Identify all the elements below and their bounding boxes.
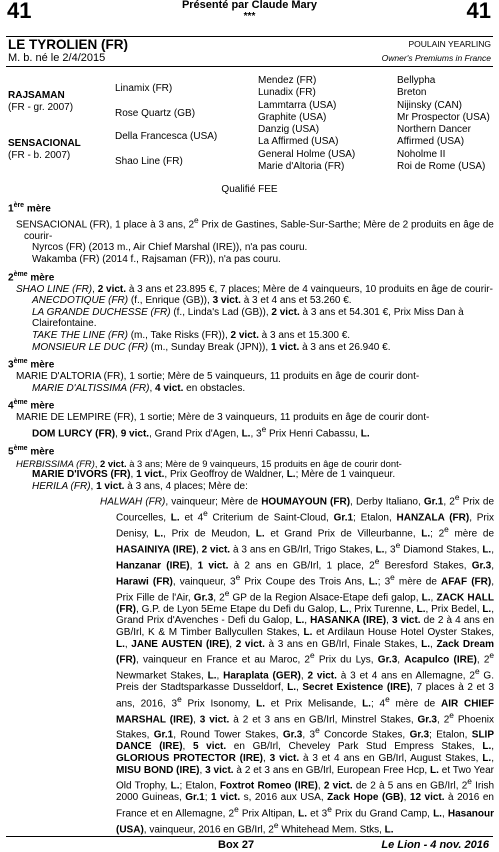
pedigree-g4: Bellypha Breton Nijinsky (CAN) Mr Prospector (USA) Northern Dancer Affirmed (USA) Noholme II Roi de Rome (USA) [397,75,490,173]
qualifie-fee: Qualifié FEE [221,184,278,195]
horse-name: LE TYROLIEN (FR) [8,37,128,52]
sire: RAJSAMAN (FR - gr. 2007) [8,90,74,114]
owner-premiums: Owner's Premiums in France [381,53,491,63]
second-dam: Shao Line (FR) [115,156,183,167]
granddam: Rose Quartz (GB) [115,108,196,119]
stars: *** [243,11,256,22]
presenter: Présenté par Claude Mary [181,0,318,11]
lot-number-left: 41 [7,0,32,23]
lot-number-right: 41 [466,0,491,23]
divider [6,836,493,837]
category: POULAIN YEARLING [408,39,491,49]
dam: SENSACIONAL (FR - b. 2007) [8,138,81,162]
pedigree-g3: Mendez (FR) Lunadix (FR) Lammtarra (USA) Graphite (USA) Danzig (USA) La Affirmed (USA) General Holme (USA) Marie d'Altoria (FR) [258,75,356,173]
family-notes: 1ère mère SENSACIONAL (FR), 1 place à 3 ans, 2e Prix de Gastines, Sable-Sur-Sarthe; Mère de 2 produits en âge de courir- Nyrcos (FR) (2013 m., Air Chief Marshal (IRE)), n'a pas couru. Wakamba (FR) (2014 f., Rajsaman (FR)), n'a pas couru. 2ème mère SHAO LINE (FR), 2 vict. à 3 ans et 23.895 €, 7 places; Mère de 4 vainqueurs, 10 produits en âge de courir- ANECDOTIQUE (FR) (f., Enrique (GB)), 3 vict. à 3 et 4 ans et 53.260 €. LA GRANDE DUCHESSE (FR) (f., Linda's Lad (GB)), 2 vict. à 3 ans et 54.301 €, Prix Miss Dan à Clairefontaine. TAKE THE LINE (FR) (m., Take Risks (FR)), 2 vict. à 3 ans et 15.300 €. MONSIEUR LE DUC (FR) (m., Sunday Break (JPN)), 1 vict. à 3 ans et 26.940 €. 3ème mère MARIE D'ALTORIA (FR), 1 sortie; Mère de 5 vainqueurs, 11 produits en âge de courir dont- MARIE D'ALTISSIMA (FR), 4 vict. en obstacles. 4ème mère MARIE DE LEMPIRE (FR), 1 sortie; Mère de 3 vainqueurs, 11 produits en âge de courir dont- DOM LURCY (FR), 9 vict., Grand Prix d'Agen, L., 3e Prix Henri Cabassu, L. 5ème mère HERBISSIMA (FR), 2 vict. à 3 ans; Mère de 9 vainqueurs, 15 produits en âge de courir dont- MARIE D'IVORS (FR), 1 vict., Prix Geoffroy de Waldner, L.; Mère de 1 vainqueur. HERILA (FR), 1 vict. à 3 ans, 4 places; Mère de: HALWAH (FR), vainqueur; Mère de HOUMAYOUN (FR), Derby Italiano, Gr.1, 2e Prix de Courcelles, L. et 4e Criterium de Saint-Cloud, Gr.1; Etalon, HANZALA (FR), Prix Denisy, L., Prix de Meudon, L. et Grand Prix de Villeurbanne, L.; 2e mère de HASAINIYA (IRE), 2 vict. à 3 ans en GB/Irl, Trigo Stakes, L., 3e Diamond Stakes, L., Hanzanar (IRE), 1 vict. à 2 ans en GB/Irl, 1 place, 2e Beresford Stakes, Gr.3, Harawi (FR), vainqueur, 3e Prix Coupe des Trois Ans, L.; 3e mère de AFAF (FR), Prix Fille de l'Air, Gr.3, 2e GP de la Region Alsace-Etape defi galop, L., ZACK HALL (FR), G.P. de Lyon 5Eme Etape du Defi du Galop, L., Prix Turenne, L., Prix Bedel, L., Grand Prix d'Avenches - Defi du Galop, L., HASANKA (IRE), 3 vict. de 2 à 4 ans en GB/Irl, K & M Timber Ballycullen Stakes, L. et Ardilaun House Hotel Oyster Stakes, L., JANE AUSTEN (IRE), 2 vict. à 3 ans en GB/Irl, Finale Stakes, L., Zack Dream (FR), vainqueur en France et au Maroc, 2e Prix du Lys, Gr.3, Acapulco (IRE), 2e Newmarket Stakes, L., Haraplata (GER), 2 vict. à 3 et 4 ans en Allemagne, 2e G. Preis der Stadtsparkasse Dusseldorf, L., Secret Existence (IRE), 7 places à 2 et 3 ans, 2016, 3e Prix Isonomy, L. et Prix Melisande, L.; 4e mère de AIR CHIEF MARSHAL (IRE), 3 vict. à 2 et 3 ans en GB/Irl, Minstrel Stakes, Gr.3, 2e Phoenix Stakes, Gr.1, Round Tower Stakes, Gr.3, 3e Concorde Stakes, Gr.3; Etalon, SLIP DANCE (IRE), 5 vict. en GB/Irl, Cheveley Park Stud Empress Stakes, L., GLORIOUS PROTECTOR (IRE), 3 vict. à 3 et 4 ans en GB/Irl, August Stakes, L., MISU BOND (IRE), 3 vict. à 2 et 3 ans en GB/Irl, European Free Hcp, L. et Two Year Old Trophy, L.; Etalon, Foxtrot Romeo (IRE), 2 vict. de 2 à 5 ans en GB/Irl, 2e Irish 2000 Guineas, Gr.1; 1 vict. s, 2016 aux USA, Zack Hope (GB), 12 vict. à 2016 en France et en Allemagne, 2e Prix Altipan, L. et 3e Prix du Grand Camp, L., Hasanour (USA), vainqueur, 2016 en GB/Irl, 2e Whitehead Mem. Stks, L. [8,202,495,835]
heading-1ere-mere: 1ère mère [8,202,51,215]
footer-venue-date: Le Lion - 4 nov. 2016 [381,839,489,851]
heading-5eme-mere: 5ème mère [8,444,55,457]
header [0,0,499,22]
damsire: Della Francesca (USA) [115,131,218,142]
footer-box: Box 27 [218,839,255,851]
grandsire: Linamix (FR) [115,83,173,94]
heading-4eme-mere: 4ème mère [8,399,55,412]
divider [6,66,493,67]
horse-subtitle: M. b. né le 2/4/2015 [8,52,106,64]
heading-2eme-mere: 2ème mère [8,270,55,283]
heading-3eme-mere: 3ème mère [8,358,55,371]
